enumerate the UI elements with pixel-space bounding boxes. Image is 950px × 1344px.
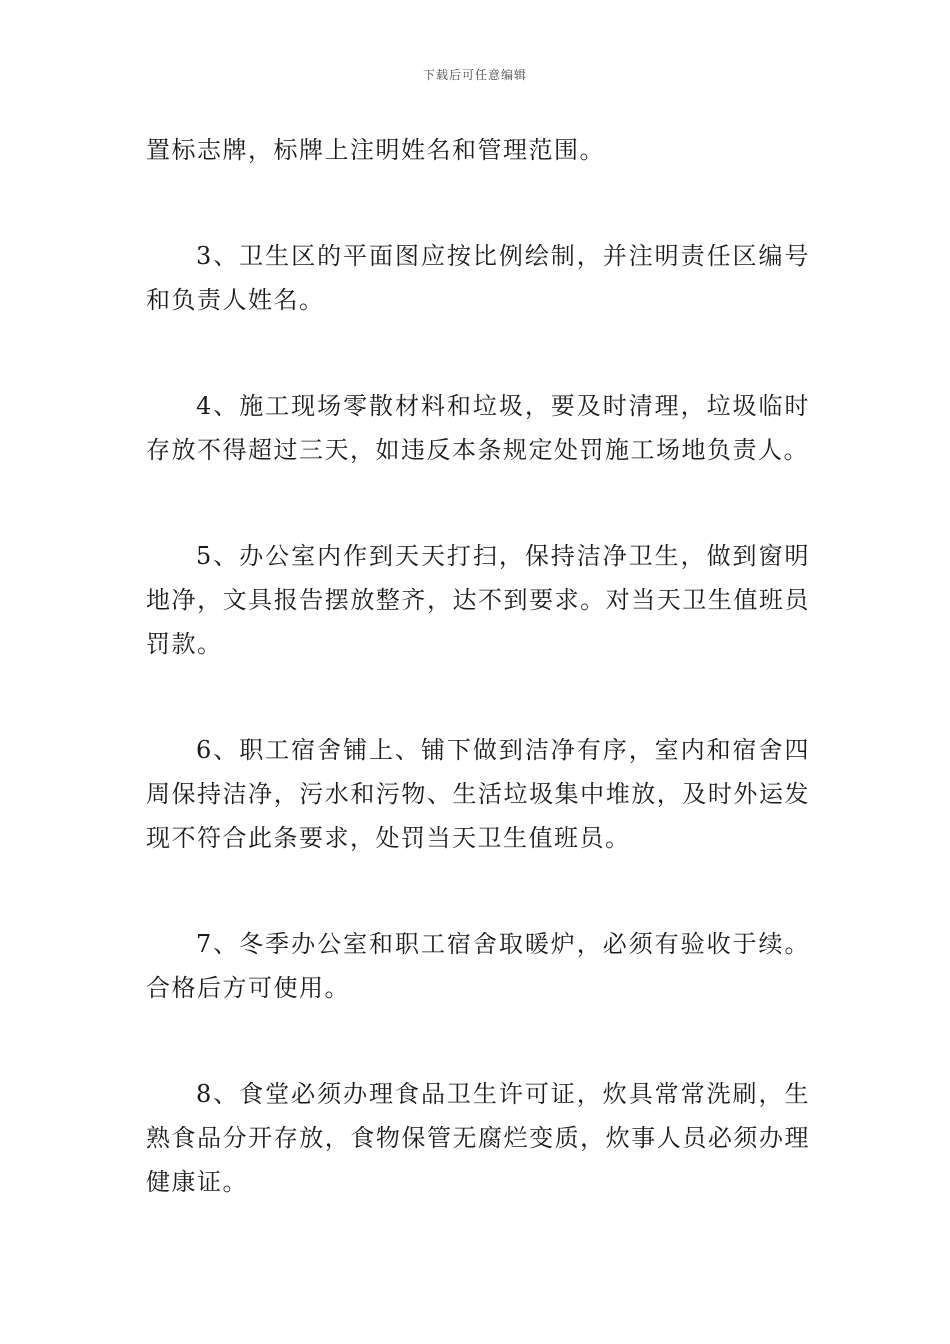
page-header: 下载后可任意编辑 (422, 68, 527, 82)
paragraph-item-3: 3、卫生区的平面图应按比例绘制，并注明责任区编号和负责人姓名。 (146, 242, 810, 314)
paragraph-item-5: 5、办公室内作到天天打扫，保持洁净卫生，做到窗明地净，文具报告摆放整齐，达不到要求。对当天卫生值班员罚款。 (146, 542, 810, 658)
paragraph-continuation: 置标志牌，标牌上注明姓名和管理范围。 (146, 136, 605, 164)
paragraph-item-6: 6、职工宿舍铺上、铺下做到洁净有序，室内和宿舍四周保持洁净，污水和污物、生活垃圾集中堆放，及时外运发现不符合此条要求，处罚当天卫生值班员。 (146, 736, 810, 852)
paragraph-item-4: 4、施工现场零散材料和垃圾，要及时清理，垃圾临时存放不得超过三天，如违反本条规定处罚施工场地负责人。 (146, 392, 810, 464)
paragraph-item-8: 8、食堂必须办理食品卫生许可证，炊具常常洗刷，生熟食品分开存放，食物保管无腐烂变质，炊事人员必须办理健康证。 (146, 1080, 810, 1196)
paragraph-item-7: 7、冬季办公室和职工宿舍取暖炉，必须有验收于续。合格后方可使用。 (146, 930, 810, 1002)
document-body (146, 128, 810, 1204)
